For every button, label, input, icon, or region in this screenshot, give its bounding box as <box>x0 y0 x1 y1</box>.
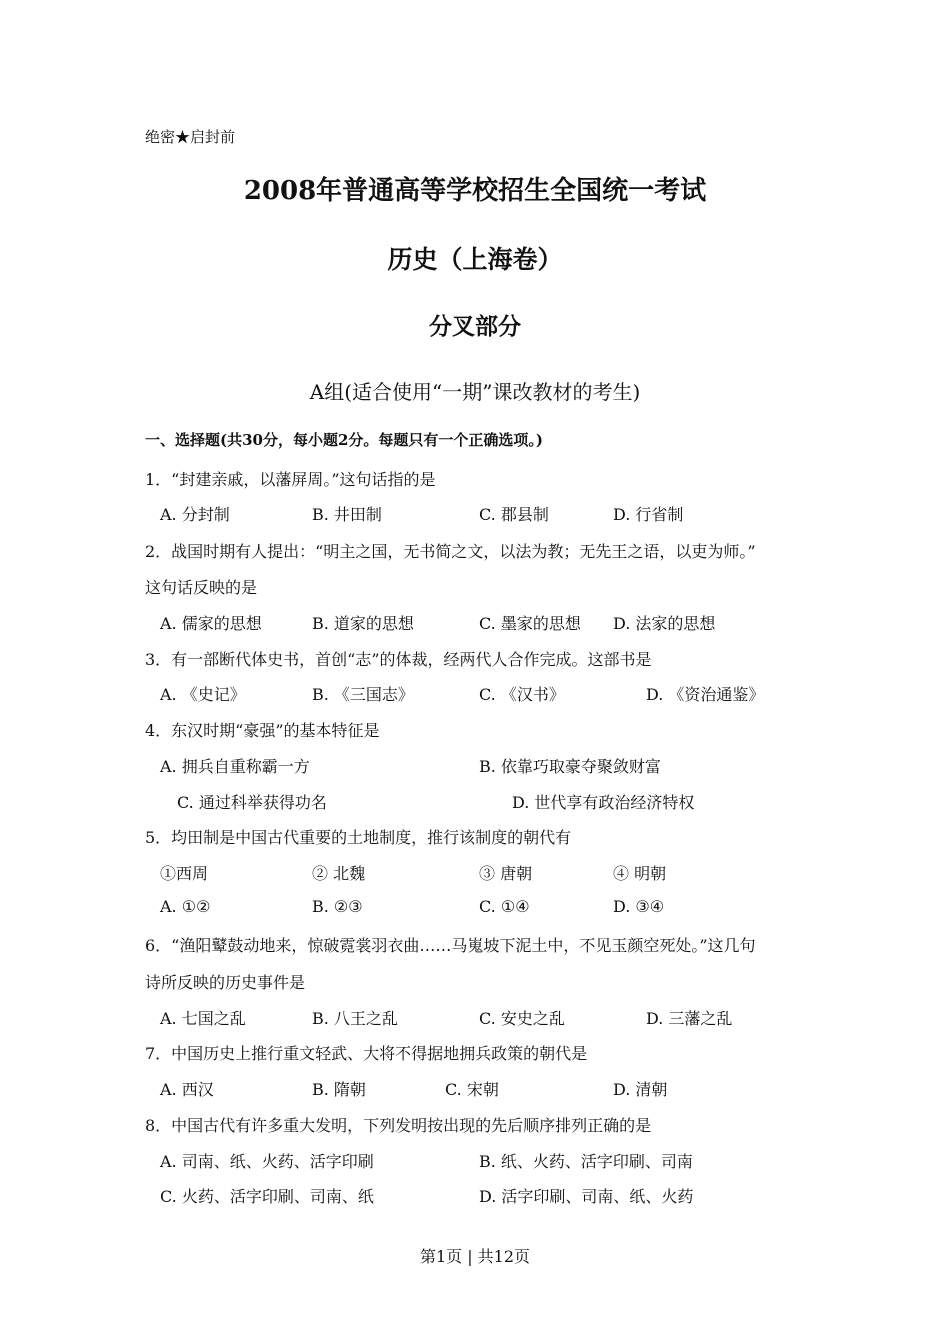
question-1-text: 1．“封建亲戚，以藩屏周。”这句话指的是 <box>145 470 436 489</box>
q5-item-3: ③ 唐朝 <box>479 864 533 883</box>
exam-title: 2008年普通高等学校招生全国统一考试 <box>243 176 707 206</box>
q3-option-b: B. 《三国志》 <box>312 685 414 704</box>
page-footer: 第1页 | 共12页 <box>419 1247 531 1266</box>
q2-option-d: D. 法家的思想 <box>613 614 716 633</box>
q8-option-a: A. 司南、纸、火药、活字印刷 <box>160 1152 374 1171</box>
q1-option-c: C. 郡县制 <box>479 505 549 524</box>
q5-option-d: D. ③④ <box>613 897 665 916</box>
group-heading: A组(适合使用“一期”课改教材的考生) <box>309 380 641 404</box>
q5-option-c: C. ①④ <box>479 897 530 916</box>
q8-option-d: D. 活字印刷、司南、纸、火药 <box>479 1187 694 1206</box>
q7-option-a: A. 西汉 <box>160 1080 214 1099</box>
q6-option-b: B. 八王之乱 <box>312 1009 398 1028</box>
q4-option-d: D. 世代享有政治经济特权 <box>512 793 695 812</box>
subject-title: 历史（上海卷） <box>387 245 563 274</box>
question-6-text: 6．“渔阳鼙鼓动地来，惊破霓裳羽衣曲……马嵬坡下泥土中，不见玉颜空死处。”这几句 <box>145 936 756 955</box>
q5-option-b: B. ②③ <box>312 897 363 916</box>
q7-option-c: C. 宋朝 <box>445 1080 499 1099</box>
q2-option-a: A. 儒家的思想 <box>160 614 262 633</box>
q6-option-c: C. 安史之乱 <box>479 1009 565 1028</box>
q8-option-b: B. 纸、火药、活字印刷、司南 <box>479 1152 693 1171</box>
q5-item-2: ② 北魏 <box>312 864 366 883</box>
question-2-text: 2．战国时期有人提出：“明主之国，无书简之文，以法为教；无先王之语，以吏为师。” <box>145 542 756 561</box>
q2-option-c: C. 墨家的思想 <box>479 614 581 633</box>
q1-option-b: B. 井田制 <box>312 505 382 524</box>
question-4-text: 4．东汉时期“豪强”的基本特征是 <box>145 721 380 740</box>
q5-item-4: ④ 明朝 <box>613 864 667 883</box>
question-6-text-cont: 诗所反映的历史事件是 <box>145 973 306 992</box>
question-3-text: 3．有一部断代体史书，首创“志”的体裁，经两代人合作完成。这部书是 <box>145 650 652 669</box>
question-2-text-cont: 这句话反映的是 <box>145 578 258 597</box>
question-5-text: 5．均田制是中国古代重要的土地制度，推行该制度的朝代有 <box>145 828 572 847</box>
q8-option-c: C. 火药、活字印刷、司南、纸 <box>160 1187 374 1206</box>
q7-option-b: B. 隋朝 <box>312 1080 366 1099</box>
q6-option-d: D. 三藩之乱 <box>646 1009 733 1028</box>
q3-option-c: C. 《汉书》 <box>479 685 565 704</box>
q4-option-a: A. 拥兵自重称霸一方 <box>160 757 310 776</box>
q4-option-b: B. 依靠巧取豪夺聚敛财富 <box>479 757 661 776</box>
part-title: 分叉部分 <box>429 313 521 340</box>
q3-option-a: A. 《史记》 <box>160 685 246 704</box>
q5-option-a: A. ①② <box>160 897 211 916</box>
question-8-text: 8．中国古代有许多重大发明，下列发明按出现的先后顺序排列正确的是 <box>145 1116 652 1135</box>
q3-option-d: D. 《资治通鉴》 <box>646 685 765 704</box>
q2-option-b: B. 道家的思想 <box>312 614 414 633</box>
q6-option-a: A. 七国之乱 <box>160 1009 246 1028</box>
q1-option-a: A. 分封制 <box>160 505 230 524</box>
question-7-text: 7．中国历史上推行重文轻武、大将不得据地拥兵政策的朝代是 <box>145 1044 588 1063</box>
confidential-label: 绝密★启封前 <box>145 128 236 146</box>
q5-item-1: ①西周 <box>160 864 209 883</box>
q4-option-c: C. 通过科举获得功名 <box>177 793 327 812</box>
q7-option-d: D. 清朝 <box>613 1080 668 1099</box>
section-heading: 一、选择题(共30分，每小题2分。每题只有一个正确选项。) <box>145 431 544 449</box>
q1-option-d: D. 行省制 <box>613 505 684 524</box>
